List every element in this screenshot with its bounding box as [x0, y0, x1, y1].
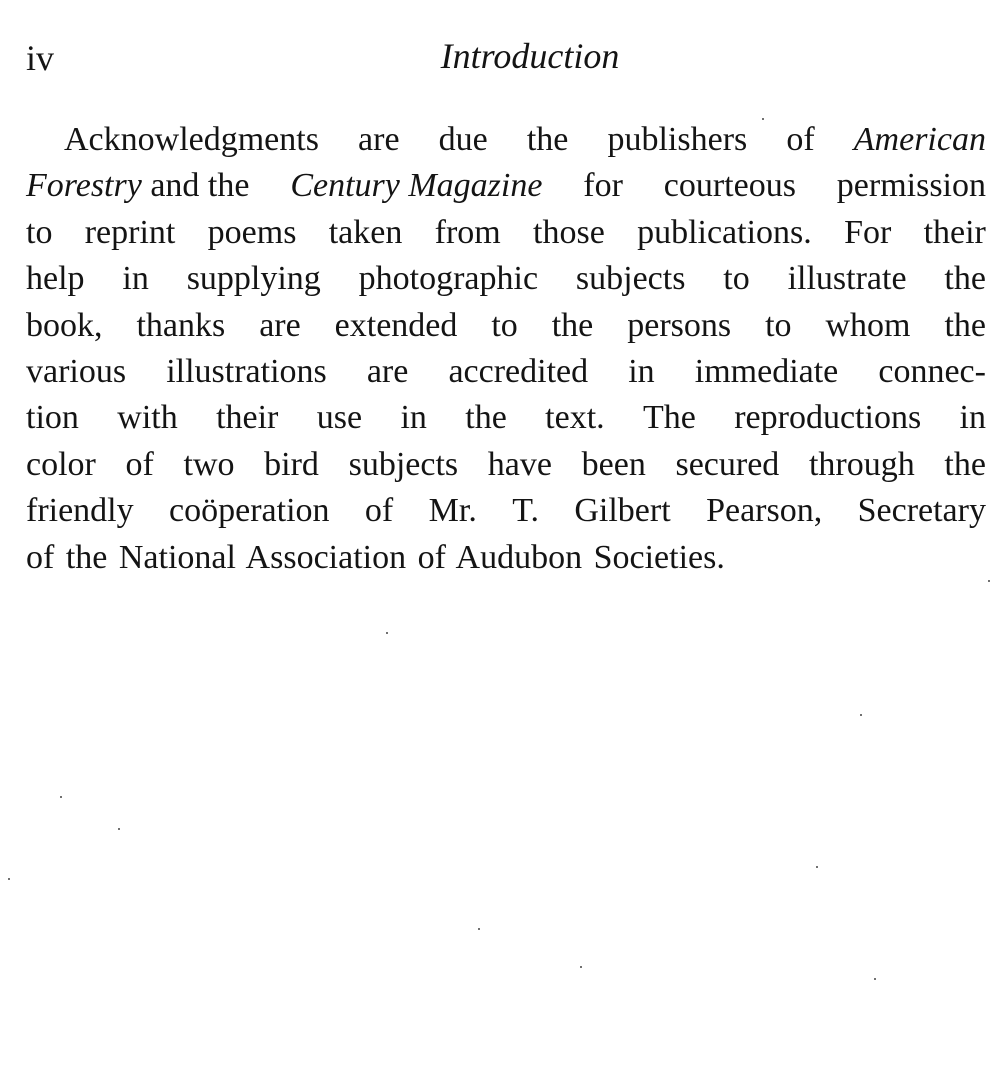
word: the [944, 306, 986, 344]
word: due [438, 121, 488, 158]
word: coöperation [169, 492, 330, 530]
paper-speck [580, 966, 582, 968]
word: with [117, 399, 178, 437]
word: in [400, 399, 427, 437]
word: in [122, 260, 149, 298]
word: in [628, 352, 655, 390]
paragraph-line [26, 349, 986, 395]
word: photographic [358, 260, 539, 298]
word: are [259, 306, 301, 344]
word: illustrations [166, 352, 327, 390]
word: Acknowledgments [64, 121, 319, 158]
word: for [583, 167, 623, 205]
word: to [723, 260, 750, 298]
paper-speck [8, 878, 10, 880]
word: the [944, 445, 986, 483]
paper-speck [816, 866, 818, 868]
word: taken [328, 213, 403, 251]
italic-title-word: American [853, 121, 986, 158]
word: through [808, 445, 915, 483]
word: connec- [878, 352, 986, 390]
acknowledgments-paragraph [26, 117, 986, 581]
italic-title-phrase: Century Magazine [290, 167, 543, 205]
word: the [526, 121, 569, 158]
word: subjects [348, 445, 459, 483]
word: of [125, 445, 154, 483]
paragraph-line [26, 163, 986, 209]
word: supplying [186, 260, 321, 298]
paper-speck [874, 978, 876, 980]
word: courteous [663, 167, 796, 205]
paragraph-line [26, 256, 986, 302]
word: to [765, 306, 792, 344]
word: publishers [607, 121, 748, 158]
word: poems [207, 213, 297, 251]
word: the [551, 306, 594, 344]
word: from [434, 213, 501, 251]
word: the [944, 260, 986, 298]
word: Gilbert [574, 492, 671, 530]
word: the [465, 399, 507, 437]
word: thanks [136, 306, 226, 344]
paragraph-line [26, 210, 986, 256]
word: tion [26, 399, 79, 437]
paragraph-line [26, 442, 986, 488]
word: T. [512, 492, 539, 530]
paper-speck [988, 580, 990, 582]
word: whom [825, 306, 911, 344]
paper-speck [762, 118, 764, 120]
paper-speck [478, 928, 480, 930]
word: their [923, 213, 986, 251]
word: illustrate [787, 260, 907, 298]
word: Pearson, [706, 492, 823, 530]
mixed-phrase: Forestry and the [26, 163, 249, 209]
word: subjects [575, 260, 686, 298]
word: permission [836, 167, 986, 205]
word: are [366, 352, 409, 390]
word: color [26, 445, 96, 483]
word: are [358, 121, 400, 158]
paper-speck [60, 796, 62, 798]
word: persons [627, 306, 732, 344]
word: of [786, 121, 815, 158]
word: publications. [637, 213, 812, 251]
paragraph-line [26, 303, 986, 349]
word: For [844, 213, 892, 251]
word: those [533, 213, 605, 251]
paper-speck [860, 714, 862, 716]
word: accredited [448, 352, 589, 390]
word: of [364, 492, 394, 530]
paragraph-line [26, 117, 986, 163]
page-number: iv [26, 38, 55, 78]
word: help [26, 260, 85, 298]
word: extended [334, 306, 458, 344]
word: have [487, 445, 552, 483]
word: to [491, 306, 518, 344]
word: their [216, 399, 279, 437]
word: The [643, 399, 696, 437]
word: reproductions [734, 399, 922, 437]
word: to [26, 213, 53, 251]
paragraph-line [26, 488, 986, 534]
running-head [26, 32, 986, 80]
paper-speck [386, 632, 388, 634]
word: reprint [84, 213, 176, 251]
word: bird [264, 445, 319, 483]
word: secured [675, 445, 780, 483]
italic-title-word: Forestry [26, 167, 142, 205]
word: use [316, 399, 363, 437]
word: friendly [26, 492, 134, 530]
word: Mr. [428, 492, 477, 530]
word: text. [545, 399, 605, 437]
paper-speck [118, 828, 120, 830]
word: various [26, 352, 127, 390]
word: book, [26, 306, 103, 344]
word: in [959, 399, 986, 437]
word: immediate [694, 352, 839, 390]
paragraph-line [26, 395, 986, 441]
line-text: of the National Association of Audubon Societies. [26, 538, 725, 576]
paragraph-last-line [26, 535, 986, 581]
word: been [581, 445, 646, 483]
word: two [183, 445, 235, 483]
chapter-title: Introduction [440, 36, 620, 76]
word: Secretary [857, 492, 986, 530]
